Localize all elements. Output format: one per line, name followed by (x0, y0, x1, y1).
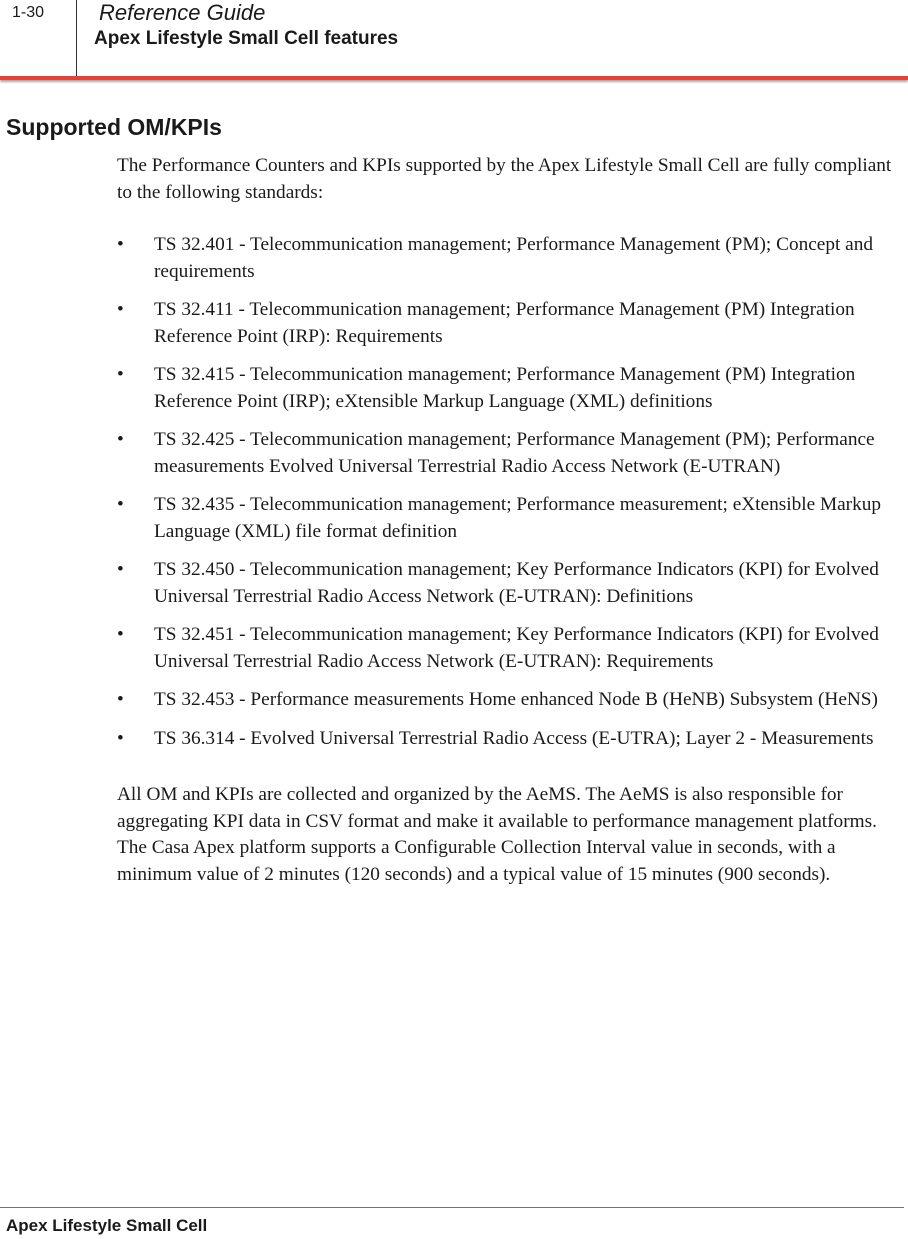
bullet-icon: • (117, 494, 124, 515)
list-item (117, 297, 903, 350)
header-divider (76, 0, 77, 76)
list-item (117, 492, 903, 545)
bullet-icon: • (117, 234, 124, 255)
list-item (117, 622, 903, 675)
list-item (117, 557, 903, 610)
standard-text: TS 32.415 - Telecommunication management; Performance Management (PM) Integration Reference Point (IRP); eXtensible Markup Language (XML) definitions (154, 364, 856, 412)
standard-text: TS 32.425 - Telecommunication management; Performance Management (PM); Performance measurements Evolved Universal Terrestrial Radio Access Network (E-UTRAN) (154, 429, 875, 477)
header-chapter-title: Apex Lifestyle Small Cell features (94, 28, 399, 49)
bullet-icon: • (117, 559, 124, 580)
footer-product-name: Apex Lifestyle Small Cell (6, 1216, 208, 1235)
bullet-icon: • (117, 299, 124, 320)
standard-text: TS 32.451 - Telecommunication management; Key Performance Indicators (KPI) for Evolved Universal Terrestrial Radio Access Network (E-UTRAN): Requirements (154, 624, 879, 672)
section-title: Supported OM/KPIs (6, 114, 222, 140)
standard-text: TS 32.450 - Telecommunication management; Key Performance Indicators (KPI) for Evolved Universal Terrestrial Radio Access Network (E-UTRAN): Definitions (154, 559, 879, 607)
standards-list (117, 232, 903, 752)
footer-rule (0, 1207, 904, 1208)
bullet-icon: • (117, 364, 124, 385)
page-number: 1-30 (12, 4, 45, 21)
standard-text: TS 36.314 - Evolved Universal Terrestrial Radio Access (E-UTRA); Layer 2 - Measurements (154, 727, 874, 749)
header-guide-title: Reference Guide (99, 0, 266, 25)
list-item (117, 427, 903, 480)
bullet-icon: • (117, 689, 124, 710)
bullet-icon: • (117, 727, 124, 749)
list-item (117, 687, 903, 714)
standard-text: TS 32.453 - Performance measurements Home enhanced Node B (HeNB) Subsystem (HeNS) (154, 689, 878, 710)
list-item (117, 232, 903, 285)
closing-paragraph: All OM and KPIs are collected and organized by the AeMS. The AeMS is also responsible for aggregating KPI data in CSV format and make it available to performance management platforms. The Casa Apex platform supports a Configurable Collection Interval value in seconds, with a minimum value of 2 minutes (120 seconds) and a typical value of 15 minutes (900 seconds). (117, 784, 877, 885)
bullet-icon: • (117, 429, 124, 450)
list-item (117, 362, 903, 415)
standard-text: TS 32.401 - Telecommunication management; Performance Management (PM); Concept and requirements (154, 234, 873, 282)
bullet-icon: • (117, 624, 124, 645)
section-body (117, 153, 903, 888)
header-rule (0, 76, 908, 80)
standard-text: TS 32.435 - Telecommunication management; Performance measurement; eXtensible Markup Language (XML) file format definition (154, 494, 882, 542)
standard-text: TS 32.411 - Telecommunication management; Performance Management (PM) Integration Reference Point (IRP): Requirements (154, 299, 855, 347)
list-item (117, 726, 903, 753)
intro-paragraph: The Performance Counters and KPIs supported by the Apex Lifestyle Small Cell are fully compliant to the following standards: (117, 155, 892, 203)
